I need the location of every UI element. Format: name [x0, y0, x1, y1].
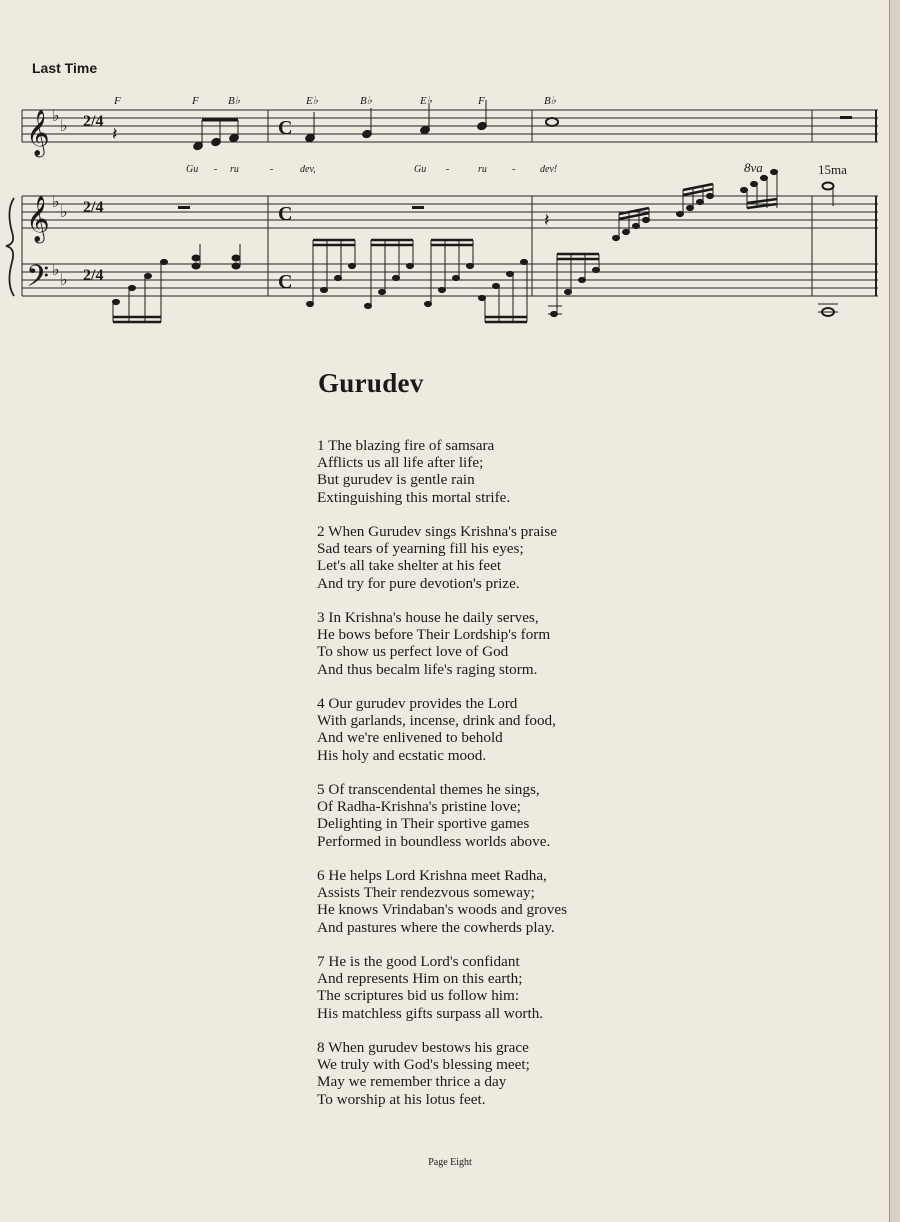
verse-7: [317, 953, 567, 1022]
verse-line: 6 He helps Lord Krishna meet Radha,: [317, 867, 547, 884]
verse-line: Performed in boundless worlds above.: [317, 832, 551, 850]
verse-6: [317, 867, 567, 936]
verse-line: The scriptures bid us follow him:: [317, 987, 520, 1005]
octave-mark: 15ma: [818, 162, 847, 177]
time-signature: 2/4: [83, 267, 104, 284]
svg-text:♭: ♭: [52, 192, 60, 211]
lyric-syllable: dev,: [300, 164, 316, 175]
verse-line: 8 When gurudev bestows his grace: [317, 1039, 529, 1056]
verse-line: To worship at his lotus feet.: [317, 1090, 486, 1108]
verse-line: 4 Our gurudev provides the Lord: [317, 695, 518, 712]
verse-2: [317, 523, 567, 592]
chord-symbol: B♭: [360, 95, 372, 107]
svg-text:♭: ♭: [60, 202, 68, 221]
verse-line: 3 In Krishna's house he daily serves,: [317, 609, 539, 626]
verse-line: 5 Of transcendental themes he sings,: [317, 781, 540, 798]
lyric-syllable: Gu: [186, 164, 199, 175]
verse-line: May we remember thrice a day: [317, 1073, 507, 1091]
verse-line: His matchless gifts surpass all worth.: [317, 1004, 544, 1022]
verse-4: [317, 695, 567, 764]
time-signature: C: [278, 117, 293, 139]
section-label: Last Time: [32, 60, 98, 76]
svg-text:♭: ♭: [52, 106, 60, 125]
verse-line: But gurudev is gentle rain: [317, 471, 475, 489]
song-title: Gurudev: [318, 368, 424, 398]
lyric-syllable: -: [512, 164, 516, 175]
verse-line: He knows Vrindaban's woods and groves: [317, 901, 567, 919]
time-signature: C: [278, 271, 293, 293]
verse-line: His holy and ecstatic mood.: [317, 746, 487, 764]
svg-text:♭: ♭: [60, 270, 68, 289]
svg-text:𝄽: 𝄽: [112, 124, 118, 145]
verse-3: [317, 609, 567, 678]
lyric-syllable: Gu: [414, 164, 427, 175]
verse-list: [317, 437, 567, 1125]
octave-mark: 8va: [744, 160, 763, 175]
verse-line: We truly with God's blessing meet;: [317, 1056, 530, 1074]
lyric-syllable: -: [446, 164, 450, 175]
time-signature: C: [278, 203, 293, 225]
verse-line: And try for pure devotion's prize.: [317, 574, 520, 592]
chord-symbol: F: [114, 95, 121, 107]
verse-line: Extinguishing this mortal strife.: [317, 488, 511, 506]
verse-line: Delighting in Their sportive games: [317, 815, 530, 833]
chord-symbol: E♭: [420, 95, 432, 107]
svg-text:𝄞: 𝄞: [26, 196, 50, 242]
verse-line: Sad tears of yearning fill his eyes;: [317, 540, 524, 558]
verse-line: 7 He is the good Lord's confidant: [317, 953, 520, 970]
lyric-syllable: -: [270, 164, 274, 175]
verse-line: And represents Him on this earth;: [317, 970, 523, 988]
svg-text:𝄞: 𝄞: [26, 110, 50, 156]
page-number: Page Eight: [428, 1157, 472, 1168]
chord-symbol: F: [478, 95, 485, 107]
lyric-syllable: dev!: [540, 164, 558, 175]
verse-line: And thus becalm life's raging storm.: [317, 660, 538, 678]
verse-line: Of Radha-Krishna's pristine love;: [317, 798, 521, 816]
verse-line: And we're enlivened to behold: [317, 729, 503, 747]
verse-line: Assists Their rendezvous someway;: [317, 884, 535, 902]
verse-line: To show us perfect love of God: [317, 643, 509, 661]
svg-text:♭: ♭: [60, 116, 68, 135]
verse-line: Let's all take shelter at his feet: [317, 557, 502, 575]
chord-symbol: B♭: [228, 95, 240, 107]
svg-text:𝄢: 𝄢: [26, 260, 50, 301]
time-signature: 2/4: [83, 199, 104, 216]
verse-5: [317, 781, 567, 850]
time-signature: 2/4: [83, 113, 104, 130]
verse-line: And pastures where the cowherds play.: [317, 918, 555, 936]
verse-line: 2 When Gurudev sings Krishna's praise: [317, 523, 557, 540]
chord-symbol: B♭: [544, 95, 556, 107]
chord-symbol: E♭: [306, 95, 318, 107]
verse-line: Afflicts us all life after life;: [317, 454, 484, 472]
chord-symbol: F: [192, 95, 199, 107]
lyric-syllable: -: [214, 164, 218, 175]
svg-text:♭: ♭: [52, 260, 60, 279]
verse-line: 1 The blazing fire of samsara: [317, 437, 495, 454]
verse-line: He bows before Their Lordship's form: [317, 626, 551, 644]
svg-text:𝄽: 𝄽: [544, 210, 550, 231]
verse-line: With garlands, incense, drink and food,: [317, 712, 556, 730]
verse-8: [317, 1039, 567, 1108]
verse-1: [317, 437, 567, 506]
music-score: [0, 80, 900, 340]
lyric-syllable: ru: [230, 164, 239, 175]
lyric-syllable: ru: [478, 164, 487, 175]
